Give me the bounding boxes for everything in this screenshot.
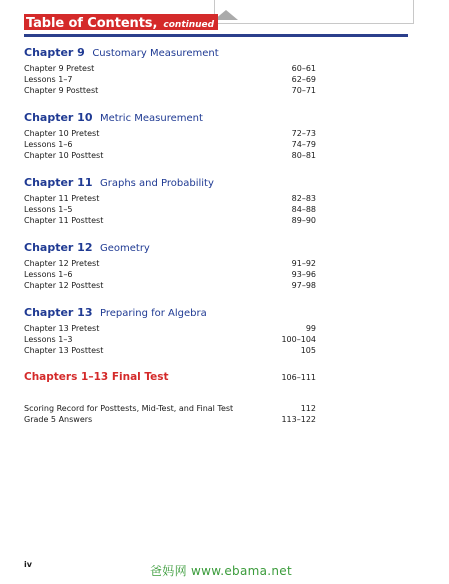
toc-entry-label: Chapter 9 Pretest [24, 64, 95, 73]
toc-entry[interactable] [24, 269, 316, 280]
toc-entry-label: Scoring Record for Posttests, Mid-Test, and Final Test [24, 404, 234, 413]
header-subtitle: continued [163, 20, 215, 30]
chapter-number: Chapter 13 [24, 306, 93, 319]
toc-entry-label: Grade 5 Answers [24, 415, 93, 424]
page-number: iv [24, 560, 32, 569]
toc-entry-pages: 105 [300, 346, 316, 355]
chapter-number: Chapter 10 [24, 111, 93, 124]
toc-entry-label: Chapter 12 Pretest [24, 259, 100, 268]
header-rule [24, 34, 408, 37]
toc-entry-label: Chapter 12 Posttest [24, 281, 104, 290]
toc-entry-pages: 72–73 [291, 129, 316, 138]
toc-entry-label: Chapter 9 Posttest [24, 86, 99, 95]
chapter-heading[interactable] [24, 241, 316, 256]
chapter-name: Customary Measurement [92, 48, 219, 59]
chapter-number: Chapter 12 [24, 241, 93, 254]
toc-entry-pages: 99 [305, 324, 316, 333]
toc-entry[interactable] [24, 150, 316, 161]
final-test-entry[interactable] [24, 371, 316, 383]
toc-entry[interactable] [24, 139, 316, 150]
toc-entry-pages: 80–81 [291, 151, 316, 160]
header-title-banner [24, 14, 218, 30]
page-header [24, 10, 408, 36]
chapter-number: Chapter 9 [24, 46, 85, 59]
toc-entry[interactable] [24, 74, 316, 85]
chapter-name: Preparing for Algebra [99, 308, 207, 319]
chapter-number: Chapter 11 [24, 176, 93, 189]
toc-entry[interactable] [24, 345, 316, 356]
toc-section-chapter-13 [24, 306, 316, 356]
toc-content [24, 46, 316, 425]
toc-entry-label: Chapter 11 Posttest [24, 216, 104, 225]
header-title: Table of Contents, [26, 16, 158, 31]
toc-entry-label: Chapter 10 Posttest [24, 151, 104, 160]
toc-section-chapter-9 [24, 46, 316, 96]
toc-entry-pages: 82–83 [291, 194, 316, 203]
toc-entry-pages: 89–90 [291, 216, 316, 225]
toc-entry-pages: 84–88 [291, 205, 316, 214]
toc-entry-scoring-record[interactable] [24, 403, 316, 414]
toc-entry-label: Lessons 1–6 [24, 270, 73, 279]
toc-entry[interactable] [24, 204, 316, 215]
toc-entry-label: Chapter 11 Pretest [24, 194, 100, 203]
toc-entry-label: Lessons 1–7 [24, 75, 73, 84]
toc-entry[interactable] [24, 258, 316, 269]
chapter-heading[interactable] [24, 306, 316, 321]
header-tab-box [214, 0, 414, 24]
chapter-name: Graphs and Probability [99, 178, 214, 189]
toc-entry-pages: 112 [300, 404, 316, 413]
toc-entry[interactable] [24, 323, 316, 334]
toc-entry[interactable] [24, 334, 316, 345]
toc-entry[interactable] [24, 280, 316, 291]
chapter-heading[interactable] [24, 176, 316, 191]
final-test-title: Chapters 1–13 Final Test [24, 371, 169, 383]
chapter-name: Geometry [99, 243, 150, 254]
toc-entry-label: Lessons 1–6 [24, 140, 73, 149]
toc-entry-label: Chapter 10 Pretest [24, 129, 100, 138]
chapter-heading[interactable] [24, 111, 316, 126]
toc-entry-pages: 74–79 [291, 140, 316, 149]
toc-section-chapter-10 [24, 111, 316, 161]
toc-entry-pages: 70–71 [291, 86, 316, 95]
toc-entry[interactable] [24, 85, 316, 96]
toc-entry-pages: 97–98 [291, 281, 316, 290]
chapter-heading[interactable] [24, 46, 316, 61]
toc-entry-label: Chapter 13 Pretest [24, 324, 100, 333]
toc-entry[interactable] [24, 63, 316, 74]
toc-entry[interactable] [24, 193, 316, 204]
toc-entry-label: Chapter 13 Posttest [24, 346, 104, 355]
final-test-pages: 106–111 [281, 373, 316, 382]
toc-entry-pages: 62–69 [291, 75, 316, 84]
toc-entry-label: Lessons 1–5 [24, 205, 73, 214]
toc-entry-pages: 91–92 [291, 259, 316, 268]
chapter-name: Metric Measurement [99, 113, 203, 124]
toc-entry[interactable] [24, 215, 316, 226]
toc-entry-pages: 113–122 [281, 415, 316, 424]
toc-entry[interactable] [24, 128, 316, 139]
watermark-text: 爸妈网 www.ebama.net [150, 564, 292, 578]
toc-entry-pages: 60–61 [291, 64, 316, 73]
toc-entry-label: Lessons 1–3 [24, 335, 73, 344]
toc-entry-pages: 100–104 [281, 335, 316, 344]
toc-entry-pages: 93–96 [291, 270, 316, 279]
toc-section-chapter-11 [24, 176, 316, 226]
toc-section-chapter-12 [24, 241, 316, 291]
toc-entry-answers[interactable] [24, 414, 316, 425]
